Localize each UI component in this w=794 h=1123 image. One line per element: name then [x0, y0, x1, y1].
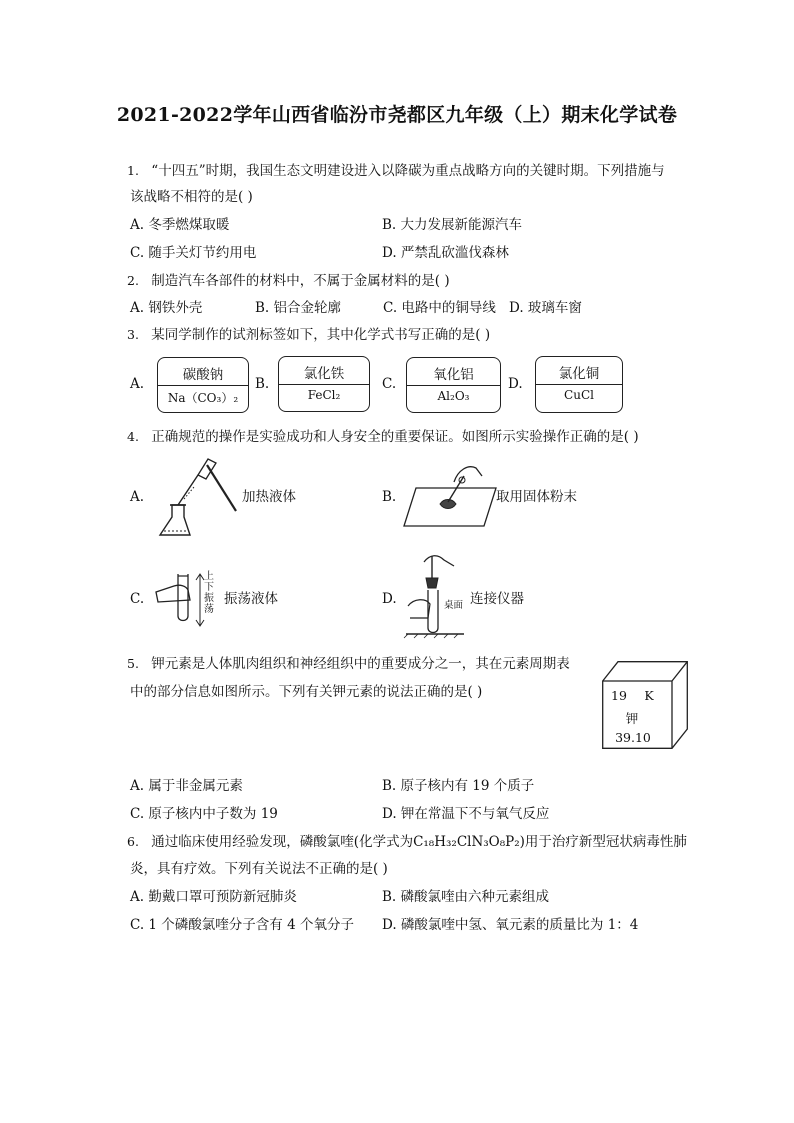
q6-stem-line2: 炎，具有疗效。下列有关说法不正确的是( ) [130, 861, 388, 877]
q4-option-a-caption: 加热液体 [242, 489, 296, 505]
q1-option-c[interactable]: C. 随手关灯节约用电 [130, 245, 257, 261]
q2-stem: 制造汽车各部件的材料中，不属于金属材料的是( ) [151, 273, 450, 289]
q6-option-b[interactable]: B. 磷酸氯喹由六种元素组成 [382, 889, 550, 905]
q4-option-c-side-text: 上下振荡 [204, 571, 214, 615]
q3-option-d-letter[interactable]: D. [508, 376, 523, 392]
q3-option-b-letter[interactable]: B. [255, 376, 270, 392]
q4-option-a-letter[interactable]: A. [130, 489, 145, 505]
powder-illustration [402, 462, 496, 530]
q3-line [127, 326, 490, 344]
q5-option-c[interactable]: C. 原子核内中子数为 19 [130, 806, 278, 822]
q6-option-d[interactable]: D. 磷酸氯喹中氢、氧元素的质量比为 1：4 [382, 917, 639, 933]
q1-stem-line2: 该战略不相符的是( ) [130, 189, 253, 205]
q3-label-c-divider [407, 385, 500, 386]
q3-label-d-formula: CuCl [564, 388, 594, 402]
element-atomic-mass: 39.10 [615, 730, 651, 745]
q5-line1 [127, 655, 570, 673]
q3-label-a[interactable] [157, 357, 249, 413]
q4-option-d-caption: 连接仪器 [470, 591, 524, 607]
q3-label-c[interactable] [406, 357, 501, 413]
q4-option-b-letter[interactable]: B. [382, 489, 397, 505]
q6-option-a[interactable]: A. 勤戴口罩可预防新冠肺炎 [130, 889, 297, 905]
q1-option-a[interactable]: A. 冬季燃煤取暖 [130, 217, 230, 233]
page-title: 2021-2022学年山西省临汾市尧都区九年级（上）期末化学试卷 [116, 104, 678, 126]
q3-label-d-divider [536, 384, 622, 385]
q3-label-b-name: 氯化铁 [303, 366, 345, 382]
q4-option-d-side-text: 桌面 [444, 600, 464, 611]
q3-label-a-divider [158, 385, 248, 386]
q2-option-d[interactable]: D. 玻璃车窗 [509, 300, 582, 316]
q1-option-b[interactable]: B. 大力发展新能源汽车 [382, 217, 523, 233]
q5-option-a[interactable]: A. 属于非金属元素 [130, 778, 243, 794]
q6-stem-line1: 通过临床使用经验发现，磷酸氯喹(化学式为C₁₈H₃₂ClN₃O₈P₂)用于治疗新型冠状病毒性肺 [151, 834, 687, 850]
q4-option-b-caption: 取用固体粉末 [496, 489, 577, 505]
heating-liquid-illustration [150, 455, 245, 543]
q3-stem: 某同学制作的试剂标签如下，其中化学式书写正确的是( ) [151, 327, 491, 343]
q6-option-c[interactable]: C. 1 个磷酸氯喹分子含有 4 个氧分子 [130, 917, 354, 933]
q3-option-a-letter[interactable]: A. [130, 376, 145, 392]
q3-label-b[interactable] [278, 356, 370, 412]
connecting-apparatus-illustration [404, 552, 468, 638]
q3-label-a-name: 碳酸钠 [182, 367, 224, 383]
q4-line [127, 428, 639, 446]
q5-stem-line2: 中的部分信息如图所示。下列有关钾元素的说法正确的是( ) [130, 684, 483, 700]
q3-label-b-formula: FeCl₂ [307, 388, 341, 402]
q2-option-a[interactable]: A. 钢铁外壳 [130, 300, 203, 316]
element-name: 钾 [625, 711, 639, 726]
q4-number: 4. [127, 429, 139, 444]
q5-option-d[interactable]: D. 钾在常温下不与氧气反应 [382, 806, 550, 822]
q2-line [127, 272, 450, 290]
element-card [602, 661, 688, 749]
q6-line1 [127, 833, 687, 851]
element-symbol: K [644, 688, 654, 703]
q4-option-d-letter[interactable]: D. [382, 591, 397, 607]
q4-stem: 正确规范的操作是实验成功和人身安全的重要保证。如图所示实验操作正确的是( ) [151, 429, 639, 445]
q2-option-c[interactable]: C. 电路中的铜导线 [383, 300, 496, 316]
q5-number: 5. [127, 656, 139, 671]
q3-label-d-name: 氯化铜 [558, 366, 600, 382]
shaking-illustration [152, 566, 212, 628]
q1-line1 [127, 162, 665, 180]
element-atomic-number: 19 [611, 688, 627, 703]
q2-number: 2. [127, 273, 139, 288]
q3-label-a-formula: Na（CO₃）₂ [167, 391, 239, 405]
q3-number: 3. [127, 327, 139, 342]
q3-option-c-letter[interactable]: C. [382, 376, 397, 392]
q5-stem-line1: 钾元素是人体肌肉组织和神经组织中的重要成分之一，其在元素周期表 [151, 656, 570, 672]
q3-label-c-formula: Al₂O₃ [437, 389, 470, 403]
q1-option-d[interactable]: D. 严禁乱砍滥伐森林 [382, 245, 509, 261]
q1-stem-line1: “十四五”时期，我国生态文明建设进入以降碳为重点战略方向的关键时期。下列措施与 [151, 163, 665, 179]
q5-option-b[interactable]: B. 原子核内有 19 个质子 [382, 778, 535, 794]
q3-label-b-divider [279, 384, 369, 385]
q3-label-c-name: 氧化铝 [433, 367, 474, 383]
q4-option-c-letter[interactable]: C. [130, 591, 145, 607]
q3-label-d[interactable] [535, 356, 623, 413]
q4-option-c-caption: 振荡液体 [224, 591, 278, 607]
q2-option-b[interactable]: B. 铝合金轮廓 [255, 300, 342, 316]
q6-number: 6. [127, 834, 139, 849]
q1-number: 1. [127, 163, 139, 178]
